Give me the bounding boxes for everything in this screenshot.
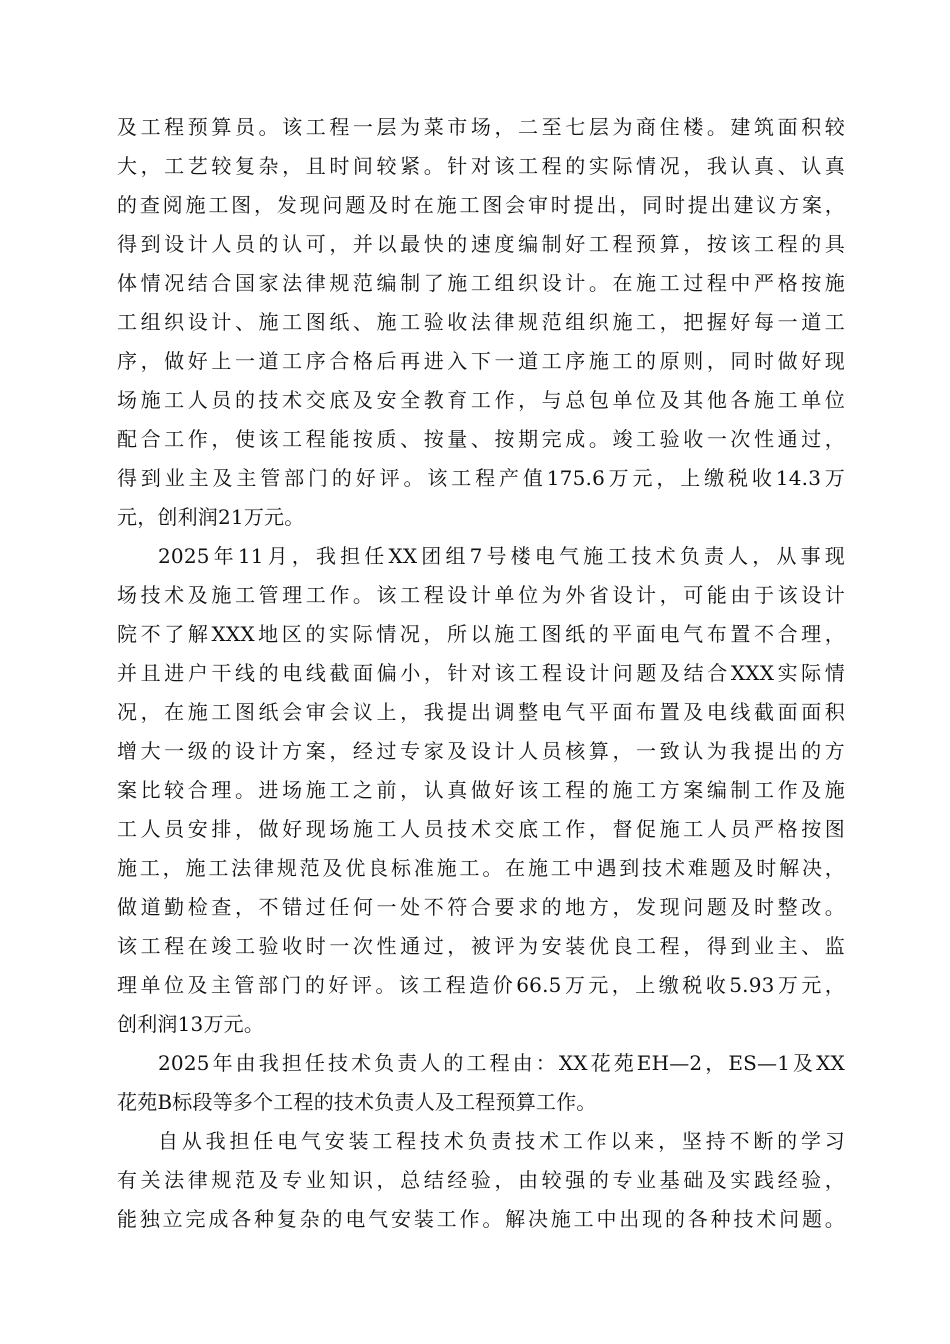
text-line: 工组织设计、施工图纸、施工验收法律规范组织施工，把握好每一道工 (117, 310, 845, 334)
text-line: 场施工人员的技术交底及安全教育工作，与总包单位及其他各施工单位 (117, 388, 845, 412)
text-line: 该工程在竣工验收时一次性通过，被评为安装优良工程，得到业主、监 (117, 934, 845, 958)
text-line: 案比较合理。进场施工之前，认真做好该工程的施工方案编制工作及施 (117, 778, 845, 802)
paragraph-4 (117, 1122, 845, 1239)
paragraph-1 (117, 108, 845, 537)
text-line: 2025年由我担任技术负责人的工程由：XX花苑EH—2，ES—1及XX (158, 1051, 845, 1075)
paragraph-3 (117, 1044, 845, 1122)
document-body (117, 108, 845, 1239)
text-line: 院不了解XXX地区的实际情况，所以施工图纸的平面电气布置不合理， (117, 622, 845, 646)
text-line: 体情况结合国家法律规范编制了施工组织设计。在施工过程中严格按施 (117, 271, 845, 295)
text-line: 序，做好上一道工序合格后再进入下一道工序施工的原则，同时做好现 (117, 349, 845, 373)
text-line: 能独立完成各种复杂的电气安装工作。解决施工中出现的各种技术问题。 (117, 1207, 845, 1231)
text-line: 施工，施工法律规范及优良标准施工。在施工中遇到技术难题及时解决， (117, 856, 845, 880)
text-line: 得到设计人员的认可，并以最快的速度编制好工程预算，按该工程的具 (117, 232, 845, 256)
text-line: 元，创利润21万元。 (117, 505, 305, 529)
text-line: 自从我担任电气安装工程技术负责技术工作以来，坚持不断的学习 (158, 1129, 845, 1153)
text-line: 场技术及施工管理工作。该工程设计单位为外省设计，可能由于该设计 (117, 583, 845, 607)
text-line: 得到业主及主管部门的好评。该工程产值175.6万元，上缴税收14.3万 (117, 466, 845, 490)
text-line: 及工程预算员。该工程一层为菜市场，二至七层为商住楼。建筑面积较 (117, 115, 845, 139)
text-line: 创利润13万元。 (117, 1012, 265, 1036)
text-line: 工人员安排，做好现场施工人员技术交底工作，督促施工人员严格按图 (117, 817, 845, 841)
text-line: 配合工作，使该工程能按质、按量、按期完成。竣工验收一次性通过， (117, 427, 845, 451)
text-line: 增大一级的设计方案，经过专家及设计人员核算，一致认为我提出的方 (117, 739, 845, 763)
text-line: 的查阅施工图，发现问题及时在施工图会审时提出，同时提出建议方案， (117, 193, 845, 217)
text-line: 理单位及主管部门的好评。该工程造价66.5万元，上缴税收5.93万元， (117, 973, 845, 997)
text-line: 做道勤检查，不错过任何一处不符合要求的地方，发现问题及时整改。 (117, 895, 845, 919)
text-line: 并且进户干线的电线截面偏小，针对该工程设计问题及结合XXX实际情 (117, 661, 845, 685)
text-line: 有关法律规范及专业知识，总结经验，由较强的专业基础及实践经验， (117, 1168, 845, 1192)
text-line: 2025年11月，我担任XX团组7号楼电气施工技术负责人，从事现 (158, 544, 845, 568)
paragraph-2 (117, 537, 845, 1044)
text-line: 花苑B标段等多个工程的技术负责人及工程预算工作。 (117, 1090, 597, 1114)
text-line: 况，在施工图纸会审会议上，我提出调整电气平面布置及电线截面面积 (117, 700, 845, 724)
text-line: 大，工艺较复杂，且时间较紧。针对该工程的实际情况，我认真、认真 (117, 154, 845, 178)
